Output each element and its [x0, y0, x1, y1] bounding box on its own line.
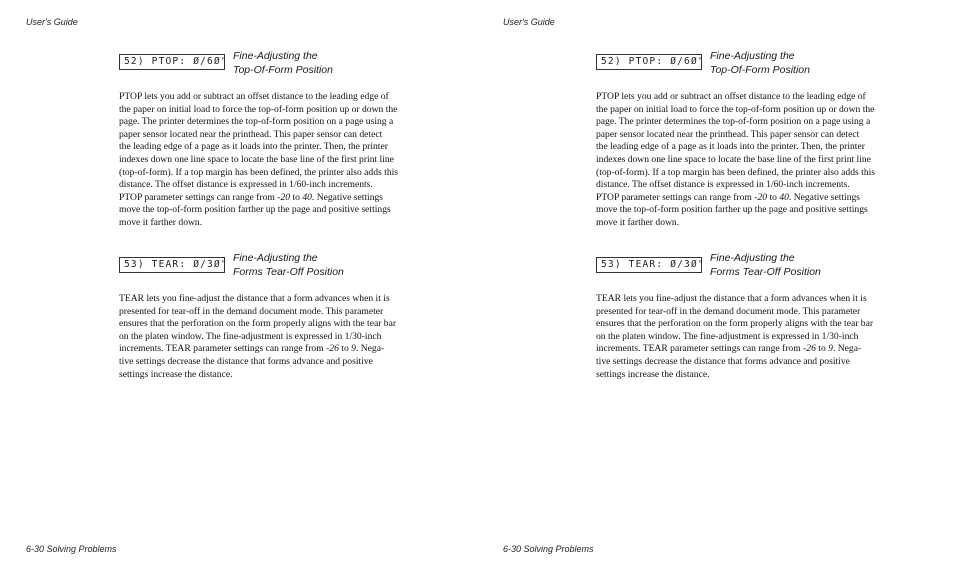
section-heading-ptop: [233, 50, 333, 77]
body-line: settings increase the distance.: [119, 368, 233, 380]
running-footer: 6-30 Solving Problems: [26, 544, 117, 554]
body-line: paper sensor located near the printhead. This paper sensor can detect: [119, 128, 383, 140]
body-line: the paper on initial load to force the top-of-form position up or down the: [119, 103, 398, 115]
body-line: tive settings decrease the distance that forms advance and positive: [119, 355, 373, 367]
body-line: page. The printer determines the top-of-form position on a page using a: [596, 116, 871, 128]
body-line: settings increase the distance.: [596, 368, 710, 380]
heading-line: Top-Of-Form Position: [233, 63, 333, 76]
body-line: TEAR lets you fine-adjust the distance that a form advances when it is: [596, 293, 867, 304]
body-line: paper sensor located near the printhead. This paper sensor can detect: [596, 128, 860, 140]
body-line: (top-of-form). If a top margin has been defined, the printer also adds this: [119, 166, 399, 178]
body-line: move it farther down.: [596, 216, 680, 228]
heading-line: Fine-Adjusting the: [710, 50, 795, 62]
running-header: User's Guide: [26, 17, 78, 27]
body-line: indexes down one line space to locate the base line of the first print line: [596, 153, 871, 165]
body-line: the leading edge of a page as it loads into the printer. Then, the printer: [119, 141, 388, 153]
heading-line: Forms Tear-Off Position: [233, 265, 344, 278]
page-right: [477, 0, 954, 580]
body-line: presented for tear-off in the demand document mode. This parameter: [596, 305, 861, 317]
heading-line: Top-Of-Form Position: [710, 63, 810, 76]
body-line: indexes down one line space to locate the base line of the first print line: [119, 153, 394, 165]
body-line: increments. TEAR parameter settings can range from -26 to 9. Nega-: [119, 343, 385, 355]
heading-line: Fine-Adjusting the: [233, 252, 318, 264]
running-header: User's Guide: [503, 17, 555, 27]
section-body-ptop: [119, 91, 424, 230]
body-line: ensures that the perforation on the form properly aligns with the tear bar: [119, 318, 397, 330]
body-line: move the top-of-form position farther up the page and positive settings: [119, 204, 391, 216]
body-line: on the platen window. The fine-adjustment is expressed in 1/30-inch: [596, 330, 859, 342]
lcd-display-ptop: 52) PTOP: Ø/6Ø": [596, 54, 702, 70]
section-heading-tear: [233, 252, 344, 279]
body-line: PTOP parameter settings can range from -20 to 40. Negative settings: [596, 191, 861, 203]
body-line: PTOP parameter settings can range from -20 to 40. Negative settings: [119, 191, 384, 203]
body-line: PTOP lets you add or subtract an offset distance to the leading edge of: [119, 91, 389, 102]
body-line: move it farther down.: [119, 216, 203, 228]
body-line: distance. The offset distance is expressed in 1/60-inch increments.: [596, 179, 850, 191]
body-line: PTOP lets you add or subtract an offset distance to the leading edge of: [596, 91, 866, 102]
section-heading-ptop: [710, 50, 810, 77]
section-heading-tear: [710, 252, 821, 279]
heading-line: Fine-Adjusting the: [710, 252, 795, 264]
body-line: page. The printer determines the top-of-form position on a page using a: [119, 116, 394, 128]
lcd-display-tear: 53) TEAR: Ø/3Ø": [119, 257, 225, 273]
running-footer: 6-30 Solving Problems: [503, 544, 594, 554]
body-line: ensures that the perforation on the form properly aligns with the tear bar: [596, 318, 874, 330]
body-line: the paper on initial load to force the top-of-form position up or down the: [596, 103, 875, 115]
body-line: TEAR lets you fine-adjust the distance that a form advances when it is: [119, 293, 390, 304]
body-line: on the platen window. The fine-adjustment is expressed in 1/30-inch: [119, 330, 382, 342]
body-line: the leading edge of a page as it loads into the printer. Then, the printer: [596, 141, 865, 153]
lcd-display-tear: 53) TEAR: Ø/3Ø": [596, 257, 702, 273]
body-line: tive settings decrease the distance that forms advance and positive: [596, 355, 850, 367]
heading-line: Fine-Adjusting the: [233, 50, 318, 62]
body-line: (top-of-form). If a top margin has been defined, the printer also adds this: [596, 166, 876, 178]
heading-line: Forms Tear-Off Position: [710, 265, 821, 278]
body-line: move the top-of-form position farther up the page and positive settings: [596, 204, 868, 216]
lcd-display-ptop: 52) PTOP: Ø/6Ø": [119, 54, 225, 70]
body-line: presented for tear-off in the demand document mode. This parameter: [119, 305, 384, 317]
section-body-ptop: [596, 91, 901, 230]
body-line: distance. The offset distance is expressed in 1/60-inch increments.: [119, 179, 373, 191]
body-line: increments. TEAR parameter settings can range from -26 to 9. Nega-: [596, 343, 862, 355]
section-body-tear: [119, 293, 424, 381]
section-body-tear: [596, 293, 901, 381]
